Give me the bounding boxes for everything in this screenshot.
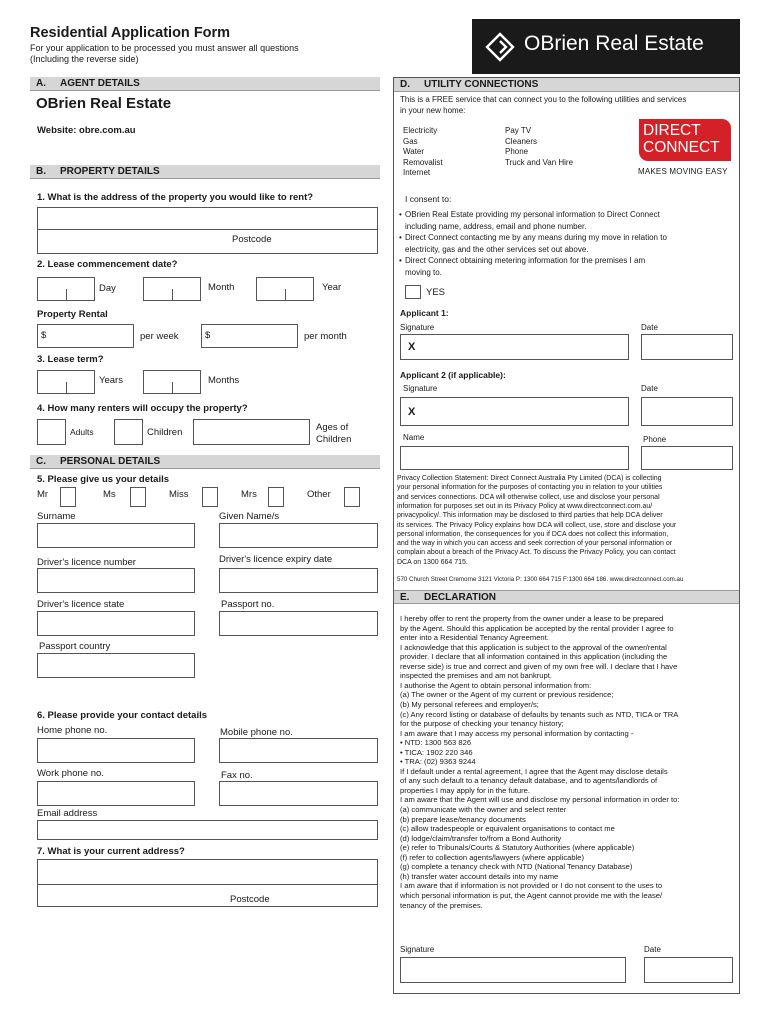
question-3: 3. Lease term? (37, 354, 104, 365)
passport-no-input[interactable] (219, 611, 378, 636)
current-address-divider (37, 884, 378, 885)
mobile-phone-input[interactable] (219, 738, 378, 763)
consent-item: • (399, 210, 402, 219)
surname-label: Surname (37, 511, 76, 522)
declaration-signature-input[interactable] (400, 957, 626, 983)
children-label: Children (147, 427, 183, 438)
months-label: Months (208, 375, 240, 386)
applicant-name-input[interactable] (400, 446, 629, 470)
fax-input[interactable] (219, 781, 378, 806)
title-mrs-label: Mrs (241, 489, 257, 500)
licence-number-input[interactable] (37, 568, 195, 593)
applicant-2-x-mark: X (408, 406, 416, 418)
home-phone-input[interactable] (37, 738, 195, 763)
consent-item-text: including name, address, email and phone number. (405, 221, 587, 231)
current-address-input[interactable] (37, 859, 378, 907)
dollar-sign: $ (41, 330, 47, 341)
consent-yes-label: YES (426, 287, 446, 298)
applicant-2-signature-label: Signature (403, 384, 438, 393)
service-item: Phone (505, 147, 529, 156)
service-item: Cleaners (505, 136, 538, 146)
consent-item-text: OBrien Real Estate providing my personal information to Direct Connect (405, 210, 660, 219)
adults-input[interactable] (37, 419, 66, 445)
agent-name: OBrien Real Estate (36, 95, 172, 112)
privacy-statement: Privacy Collection Statement: Direct Connect Australia Pty Limited (DCA) is collecting (397, 475, 662, 482)
service-item: Internet (403, 168, 431, 177)
year-label: Year (322, 282, 342, 293)
privacy-statement: and services connections. DCA will otherwise collect, use and disclose your personal (397, 493, 660, 501)
title-miss-label: Miss (169, 489, 189, 500)
applicant-2-date-label: Date (641, 384, 658, 393)
diamond-logo-icon (485, 32, 515, 62)
title-mrs-checkbox[interactable] (268, 487, 284, 507)
title-other-label: Other (307, 489, 331, 500)
section-d-header: D. UTILITY CONNECTIONS (394, 78, 739, 92)
privacy-statement: your personal information for the purposes of contacting you in relation to your utilities (397, 484, 663, 492)
licence-expiry-input[interactable] (219, 568, 378, 593)
privacy-statement: privacypolicy/. This information may be disclosed to third parties that help DCA deliver (397, 512, 663, 520)
title-ms-checkbox[interactable] (130, 487, 146, 507)
privacy-statement: information for purposes set out in its Privacy Policy at www.directconnect.com.au/ (397, 502, 653, 510)
fax-label: Fax no. (221, 770, 253, 781)
privacy-statement: complain about a breach of the Privacy Act. To discuss the Privacy Policy, you can contact (397, 549, 676, 557)
privacy-statement: personal information, the consequences for you if DCA does not collect this information, (397, 530, 669, 538)
applicant-2-label: Applicant 2 (if applicable): (400, 370, 506, 380)
question-2: 2. Lease commencement date? (37, 259, 178, 270)
passport-no-label: Passport no. (221, 599, 275, 610)
service-item: Water (403, 147, 425, 156)
licence-expiry-label: Driver's licence expiry date (219, 554, 333, 565)
declaration-date-label: Date (644, 945, 661, 954)
per-month-label: per month (304, 331, 347, 342)
direct-connect-address: 570 Church Street Cremorne 3121 Victoria P: 1300 664 715 F:1300 664 186. www.directconnect.com.au (397, 576, 684, 583)
question-4: 4. How many renters will occupy the property? (37, 403, 248, 414)
title-mr-checkbox[interactable] (60, 487, 76, 507)
applicant-1-label: Applicant 1: (400, 308, 449, 318)
section-e-header: E. DECLARATION (394, 590, 739, 604)
per-week-label: per week (140, 331, 179, 342)
address-divider (37, 229, 378, 230)
section-c-header: C. PERSONAL DETAILS (30, 455, 380, 469)
form-subtitle-2: (Including the reverse side) (30, 54, 139, 64)
surname-input[interactable] (37, 523, 195, 548)
service-item: Gas (403, 136, 418, 146)
direct-connect-tagline: MAKES MOVING EASY (638, 167, 728, 176)
utility-intro: This is a FREE service that can connect you to the following utilities and services (400, 95, 687, 104)
consent-intro: I consent to: (405, 194, 452, 204)
postcode-label: Postcode (232, 234, 272, 245)
service-item: Electricity (403, 126, 438, 135)
home-phone-label: Home phone no. (37, 725, 108, 736)
title-miss-checkbox[interactable] (202, 487, 218, 507)
agent-website: Website: obre.com.au (37, 125, 136, 136)
work-phone-label: Work phone no. (37, 768, 104, 779)
licence-state-input[interactable] (37, 611, 195, 636)
years-label: Years (99, 375, 123, 386)
passport-country-input[interactable] (37, 653, 195, 678)
consent-item: • (399, 233, 402, 242)
brand-name: OBrien Real Estate (524, 32, 704, 55)
brand-logo (472, 19, 740, 74)
property-rental-label: Property Rental (37, 309, 108, 320)
service-item: Pay TV (505, 126, 532, 135)
rent-per-week-input[interactable] (37, 324, 134, 348)
licence-number-label: Driver's licence number (37, 557, 136, 568)
ages-label: Ages of (316, 422, 349, 433)
month-label: Month (208, 282, 235, 293)
mobile-phone-label: Mobile phone no. (220, 727, 293, 738)
ages-label-2: Children (316, 434, 352, 445)
passport-country-label: Passport country (39, 641, 111, 652)
adults-label: Adults (70, 427, 94, 437)
applicant-1-signature-label: Signature (400, 323, 435, 332)
given-names-label: Given Name/s (219, 511, 280, 522)
question-1: 1. What is the address of the property you would like to rent? (37, 192, 314, 203)
children-input[interactable] (114, 419, 143, 445)
privacy-statement: its services. The Privacy Policy explains how DCA will collect, use, store and disclose your (397, 521, 677, 529)
licence-state-label: Driver's licence state (37, 599, 125, 610)
phone-label: Phone (643, 435, 667, 444)
consent-item-text: electricity, gas and the other services set out above. (405, 244, 589, 254)
children-ages-input[interactable] (193, 419, 310, 445)
applicant-2-date-input[interactable] (641, 397, 733, 426)
utility-intro-2: in your new home: (400, 106, 466, 115)
applicant-1-date-input[interactable] (641, 334, 733, 360)
name-label: Name (403, 433, 425, 442)
question-7: 7. What is your current address? (37, 846, 185, 857)
consent-item: • (399, 256, 402, 265)
service-item: Truck and Van Hire (505, 157, 574, 167)
question-6: 6. Please provide your contact details (37, 710, 208, 721)
day-label: Day (99, 283, 116, 294)
question-5: 5. Please give us your details (37, 474, 170, 485)
direct-connect-line2: CONNECT (643, 139, 720, 156)
direct-connect-line1: DIRECT (643, 122, 701, 139)
form-title: Residential Application Form (30, 25, 231, 41)
section-b-header: B. PROPERTY DETAILS (30, 165, 380, 179)
title-mr-label: Mr (37, 489, 49, 500)
applicant-1-x-mark: X (408, 341, 416, 353)
applicant-1-date-label: Date (641, 323, 658, 332)
dollar-sign-2: $ (205, 330, 211, 341)
consent-item-text: Direct Connect obtaining metering information for the premises I am (405, 256, 646, 265)
declaration-signature-label: Signature (400, 945, 435, 954)
section-a-header: A. AGENT DETAILS (30, 77, 380, 91)
applicant-2-signature-input[interactable] (400, 397, 629, 426)
applicant-phone-input[interactable] (641, 446, 733, 470)
consent-item-text: Direct Connect contacting me by any means during my move in relation to (405, 233, 667, 242)
direct-connect-logo (639, 119, 731, 161)
privacy-statement: and the way in which you can access and seek correction of your personal information or (397, 540, 673, 548)
declaration-date-input[interactable] (644, 957, 733, 983)
title-other-checkbox[interactable] (344, 487, 360, 507)
email-input[interactable] (37, 820, 378, 840)
consent-yes-checkbox[interactable] (405, 285, 421, 299)
form-subtitle: For your application to be processed you must answer all questions (30, 43, 299, 53)
property-address-input[interactable] (37, 207, 378, 254)
current-postcode-label: Postcode (230, 894, 270, 905)
applicant-1-signature-input[interactable] (400, 334, 629, 360)
privacy-statement: DCA on 1300 664 715. (397, 558, 468, 566)
given-names-input[interactable] (219, 523, 378, 548)
rent-per-month-input[interactable] (201, 324, 298, 348)
work-phone-input[interactable] (37, 781, 195, 806)
service-item: Removalist (403, 157, 443, 167)
email-label: Email address (37, 808, 98, 819)
consent-item-text: moving to. (405, 267, 442, 277)
title-ms-label: Ms (103, 489, 116, 500)
